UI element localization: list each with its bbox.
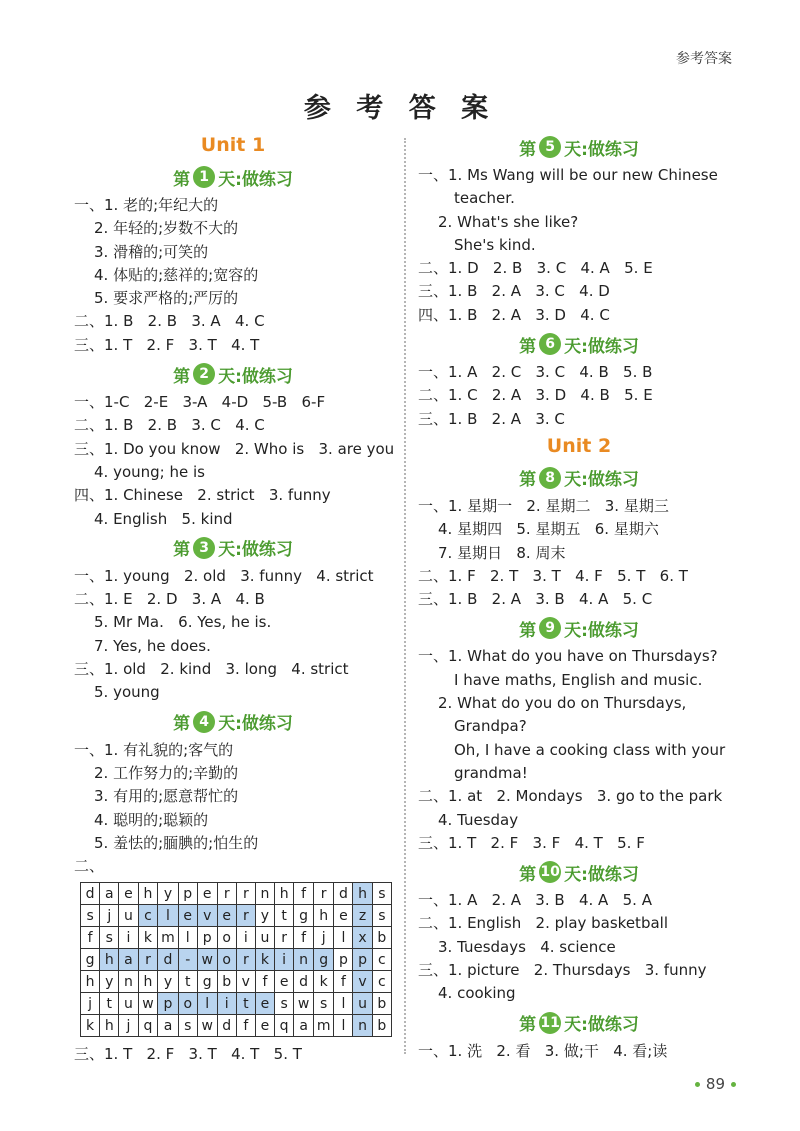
answer-line: 三、1. picture 2. Thursdays 3. funny: [418, 961, 707, 980]
word-search-cell: l: [334, 993, 353, 1015]
word-search-cell: s: [314, 993, 334, 1015]
word-search-cell: w: [294, 993, 314, 1015]
day-prefix: 第: [173, 540, 191, 561]
word-search-cell: z: [353, 905, 372, 927]
day-prefix: 第: [519, 620, 537, 641]
answer-line: 四、1. Chinese 2. strict 3. funny: [74, 486, 331, 505]
word-search-cell: r: [275, 927, 294, 949]
word-search-cell: s: [372, 905, 391, 927]
day-suffix: 天:做练习: [218, 169, 293, 190]
day-3-heading: [74, 531, 392, 565]
word-search-cell: w: [197, 1015, 217, 1037]
answer-line: 4. Tuesday: [438, 810, 519, 829]
answer-line: 二、1. E 2. D 3. A 4. B: [74, 590, 265, 609]
word-search-cell: h: [138, 883, 158, 905]
word-search-row: [81, 905, 392, 927]
answer-line: 四、1. B 2. A 3. D 4. C: [418, 305, 610, 324]
word-search-cell: t: [100, 993, 119, 1015]
word-search-cell: d: [294, 971, 314, 993]
answer-line: 3. 有用的;愿意帮忙的: [94, 787, 239, 806]
day-suffix: 天:做练习: [564, 139, 639, 160]
word-search-cell: c: [138, 905, 158, 927]
answer-line: 三、1. old 2. kind 3. long 4. strict: [74, 660, 349, 679]
word-search-row: [81, 949, 392, 971]
answer-line: 二、1. D 2. B 3. C 4. A 5. E: [418, 259, 653, 278]
answer-line: 4. young; he is: [94, 462, 205, 481]
word-search-cell: h: [100, 1015, 119, 1037]
answer-line: 3. Tuesdays 4. science: [438, 937, 616, 956]
answer-line: 7. Yes, he does.: [94, 636, 211, 655]
word-search-cell: h: [138, 971, 158, 993]
word-search-cell: f: [236, 1015, 255, 1037]
word-search-cell: u: [119, 993, 138, 1015]
word-search-cell: h: [275, 883, 294, 905]
answer-line: 2. 工作努力的;辛勤的: [94, 763, 239, 782]
word-search-cell: n: [353, 1015, 372, 1037]
answer-line: 一、1. 洗 2. 看 3. 做;干 4. 看;读: [418, 1041, 668, 1060]
answer-line: 5. 要求严格的;严厉的: [94, 289, 239, 308]
word-search-row: [81, 883, 392, 905]
day-6-heading: [418, 327, 740, 361]
day-prefix: 第: [173, 366, 191, 387]
word-search-cell: e: [255, 1015, 274, 1037]
word-search-cell: n: [255, 883, 274, 905]
word-search-cell: r: [314, 883, 334, 905]
answer-line: grandma!: [454, 763, 528, 782]
answer-line: 4. 星期四 5. 星期五 6. 星期六: [438, 520, 659, 539]
word-search-cell: w: [138, 993, 158, 1015]
answer-line: 一、1. young 2. old 3. funny 4. strict: [74, 566, 374, 585]
day-5-heading: [418, 130, 740, 164]
word-search-cell: j: [314, 927, 334, 949]
word-search-cell: h: [353, 883, 372, 905]
bullet-dot-icon: [695, 1082, 700, 1087]
word-search-cell: g: [294, 905, 314, 927]
day-number-badge: 2: [193, 363, 215, 385]
word-search-cell: n: [119, 971, 138, 993]
word-search-cell: g: [197, 971, 217, 993]
word-search-cell: e: [217, 905, 236, 927]
word-search-cell: s: [178, 1015, 197, 1037]
day-4-heading: [74, 705, 392, 739]
word-search-cell: p: [353, 949, 372, 971]
word-search-cell: j: [119, 1015, 138, 1037]
word-search-cell: k: [138, 927, 158, 949]
word-search-cell: a: [158, 1015, 178, 1037]
answer-line: Grandpa?: [454, 717, 527, 736]
answer-line: 二、1. F 2. T 3. T 4. F 5. T 6. T: [418, 566, 688, 585]
word-search-cell: y: [158, 883, 178, 905]
word-search-cell: b: [372, 1015, 391, 1037]
day-8-heading: [418, 461, 740, 495]
word-search-cell: i: [275, 949, 294, 971]
word-search-cell: l: [178, 927, 197, 949]
answer-line: Oh, I have a cooking class with your: [454, 740, 726, 759]
word-search-cell: o: [217, 927, 236, 949]
word-search-row: [81, 993, 392, 1015]
word-search-cell: u: [255, 927, 274, 949]
word-search-cell: l: [334, 1015, 353, 1037]
word-search-cell: t: [275, 905, 294, 927]
answer-line: 三、1. T 2. F 3. T 4. T 5. T: [74, 1045, 302, 1064]
word-search-cell: a: [119, 949, 138, 971]
page-number: [695, 1075, 736, 1093]
answer-line: 一、1. 星期一 2. 星期二 3. 星期三: [418, 496, 669, 515]
answer-line: 5. young: [94, 683, 160, 702]
answer-line: 一、1. 老的;年纪大的: [74, 196, 219, 214]
day-suffix: 天:做练习: [564, 620, 639, 641]
answer-line: 三、1. B 2. A 3. C 4. D: [418, 282, 610, 301]
word-search-cell: h: [81, 971, 100, 993]
word-search-cell: h: [314, 905, 334, 927]
word-search-cell: k: [81, 1015, 100, 1037]
word-search-cell: p: [334, 949, 353, 971]
word-search-cell: p: [197, 927, 217, 949]
word-search-cell: i: [217, 993, 236, 1015]
left-column: [74, 130, 395, 1067]
word-search-cell: b: [372, 993, 391, 1015]
answer-line: She's kind.: [454, 235, 536, 254]
word-search-cell: x: [353, 927, 372, 949]
header-label: 参考答案: [676, 51, 732, 67]
answer-line: 三、1. B 2. A 3. B 4. A 5. C: [418, 590, 653, 609]
answer-line: 4. cooking: [438, 984, 516, 1003]
word-search-grid: [80, 882, 392, 1037]
word-search-cell: a: [100, 883, 119, 905]
word-search-cell: o: [178, 993, 197, 1015]
day-2-heading: [74, 357, 392, 391]
word-search-cell: t: [178, 971, 197, 993]
day-number-badge: 3: [193, 537, 215, 559]
word-search-cell: w: [197, 949, 217, 971]
answer-line: 二、1. B 2. B 3. A 4. C: [74, 312, 265, 331]
day-1-heading: [74, 160, 392, 194]
day-suffix: 天:做练习: [218, 714, 293, 735]
answer-line: 二、1. at 2. Mondays 3. go to the park: [418, 787, 723, 806]
word-search-cell: m: [158, 927, 178, 949]
day-suffix: 天:做练习: [564, 1015, 639, 1036]
day-suffix: 天:做练习: [564, 336, 639, 357]
day-10-heading: [418, 855, 740, 889]
day-prefix: 第: [519, 139, 537, 160]
day-number-badge: 8: [539, 467, 561, 489]
answer-line: 5. Mr Ma. 6. Yes, he is.: [94, 613, 272, 632]
word-search-cell: l: [197, 993, 217, 1015]
word-search-cell: e: [334, 905, 353, 927]
word-search-cell: r: [236, 883, 255, 905]
day-prefix: 第: [173, 169, 191, 190]
day-number-badge: 4: [193, 711, 215, 733]
unit-1-heading: Unit 1: [200, 134, 266, 156]
word-search-cell: g: [81, 949, 100, 971]
answer-line: 一、1. Ms Wang will be our new Chinese: [418, 166, 718, 184]
word-search-cell: l: [158, 905, 178, 927]
day-prefix: 第: [519, 336, 537, 357]
day-number-badge: 9: [539, 617, 561, 639]
answer-line: 二、: [74, 857, 105, 876]
word-search-cell: q: [275, 1015, 294, 1037]
word-search-cell: c: [372, 971, 391, 993]
word-search-cell: -: [178, 949, 197, 971]
day-11-heading: [418, 1006, 740, 1040]
day-9-heading: [418, 611, 740, 645]
word-search: [80, 882, 392, 1037]
word-search-cell: u: [353, 993, 372, 1015]
word-search-cell: i: [119, 927, 138, 949]
word-search-cell: p: [158, 993, 178, 1015]
column-divider: [404, 138, 406, 1054]
answer-line: 2. 年轻的;岁数不大的: [94, 219, 239, 238]
day-number-badge: 5: [539, 136, 561, 158]
word-search-cell: d: [334, 883, 353, 905]
word-search-cell: d: [217, 1015, 236, 1037]
page-number-text: 89: [705, 1075, 725, 1093]
word-search-cell: g: [314, 949, 334, 971]
answer-line: 4. English 5. kind: [94, 509, 233, 528]
day-prefix: 第: [173, 714, 191, 735]
word-search-cell: h: [100, 949, 119, 971]
word-search-cell: s: [100, 927, 119, 949]
answer-line: 3. 滑稽的;可笑的: [94, 242, 209, 261]
word-search-cell: v: [236, 971, 255, 993]
answer-line: 二、1. English 2. play basketball: [418, 914, 668, 933]
word-search-cell: l: [334, 927, 353, 949]
word-search-cell: s: [81, 905, 100, 927]
answer-line: 2. What do you do on Thursdays,: [438, 694, 687, 713]
answer-line: 三、1. Do you know 2. Who is 3. are you: [74, 439, 395, 458]
word-search-cell: q: [138, 1015, 158, 1037]
word-search-cell: b: [372, 927, 391, 949]
word-search-cell: f: [334, 971, 353, 993]
word-search-cell: r: [236, 949, 255, 971]
unit-2-heading: Unit 2: [546, 434, 612, 457]
word-search-cell: v: [353, 971, 372, 993]
word-search-cell: p: [178, 883, 197, 905]
word-search-cell: f: [81, 927, 100, 949]
day-prefix: 第: [519, 1015, 537, 1036]
day-suffix: 天:做练习: [564, 470, 639, 491]
day-prefix: 第: [519, 864, 537, 885]
answer-line: 一、1. A 2. A 3. B 4. A 5. A: [418, 891, 652, 910]
day-number-badge: 6: [539, 333, 561, 355]
day-number-badge: 1: [193, 166, 215, 188]
word-search-cell: y: [158, 971, 178, 993]
day-number-badge: 10: [539, 861, 561, 883]
page-title: 参 考 答 案: [303, 93, 497, 124]
answer-line: 4. 聪明的;聪颖的: [94, 810, 209, 829]
day-number-badge: 11: [539, 1012, 561, 1034]
word-search-cell: y: [255, 905, 274, 927]
word-search-cell: d: [81, 883, 100, 905]
word-search-cell: s: [372, 883, 391, 905]
word-search-cell: b: [217, 971, 236, 993]
word-search-cell: u: [119, 905, 138, 927]
word-search-cell: k: [255, 949, 274, 971]
answer-line: I have maths, English and music.: [454, 670, 703, 689]
word-search-cell: f: [294, 883, 314, 905]
word-search-cell: j: [81, 993, 100, 1015]
word-search-row: [81, 971, 392, 993]
answer-line: 7. 星期日 8. 周末: [438, 543, 566, 562]
word-search-row: [81, 927, 392, 949]
day-prefix: 第: [519, 470, 537, 491]
word-search-cell: m: [314, 1015, 334, 1037]
answer-line: 一、1. A 2. C 3. C 4. B 5. B: [418, 363, 653, 382]
word-search-cell: c: [372, 949, 391, 971]
word-search-cell: o: [217, 949, 236, 971]
bullet-dot-icon: [731, 1082, 736, 1087]
word-search-cell: e: [255, 993, 274, 1015]
answer-line: 一、1. 有礼貌的;客气的: [74, 740, 234, 759]
word-search-cell: f: [255, 971, 274, 993]
word-search-cell: i: [236, 927, 255, 949]
word-search-cell: t: [236, 993, 255, 1015]
answer-line: 二、1. C 2. A 3. D 4. B 5. E: [418, 386, 653, 405]
answer-line: 三、1. B 2. A 3. C: [418, 409, 565, 428]
answer-line: 一、1. What do you have on Thursdays?: [418, 647, 718, 666]
answer-line: 三、1. T 2. F 3. F 4. T 5. F: [418, 833, 645, 852]
word-search-cell: y: [100, 971, 119, 993]
word-search-cell: s: [275, 993, 294, 1015]
word-search-cell: e: [119, 883, 138, 905]
answer-line: 二、1. B 2. B 3. C 4. C: [74, 416, 265, 435]
answer-line: 2. What's she like?: [438, 212, 579, 231]
word-search-cell: d: [158, 949, 178, 971]
right-column: [418, 130, 740, 1063]
answer-line: 三、1. T 2. F 3. T 4. T: [74, 335, 260, 354]
word-search-cell: j: [100, 905, 119, 927]
word-search-cell: v: [197, 905, 217, 927]
day-suffix: 天:做练习: [564, 864, 639, 885]
answer-line: 5. 羞怯的;腼腆的;怕生的: [94, 833, 259, 852]
answer-line: teacher.: [454, 189, 515, 208]
word-search-cell: e: [178, 905, 197, 927]
word-search-cell: r: [236, 905, 255, 927]
word-search-cell: e: [197, 883, 217, 905]
word-search-cell: e: [275, 971, 294, 993]
word-search-cell: k: [314, 971, 334, 993]
word-search-cell: r: [138, 949, 158, 971]
day-suffix: 天:做练习: [218, 540, 293, 561]
word-search-cell: n: [294, 949, 314, 971]
word-search-cell: f: [294, 927, 314, 949]
answer-line: 一、1-C 2-E 3-A 4-D 5-B 6-F: [74, 393, 326, 412]
word-search-row: [81, 1015, 392, 1037]
day-suffix: 天:做练习: [218, 366, 293, 387]
word-search-cell: r: [217, 883, 236, 905]
answer-line: 4. 体贴的;慈祥的;宽容的: [94, 265, 259, 284]
word-search-cell: a: [294, 1015, 314, 1037]
